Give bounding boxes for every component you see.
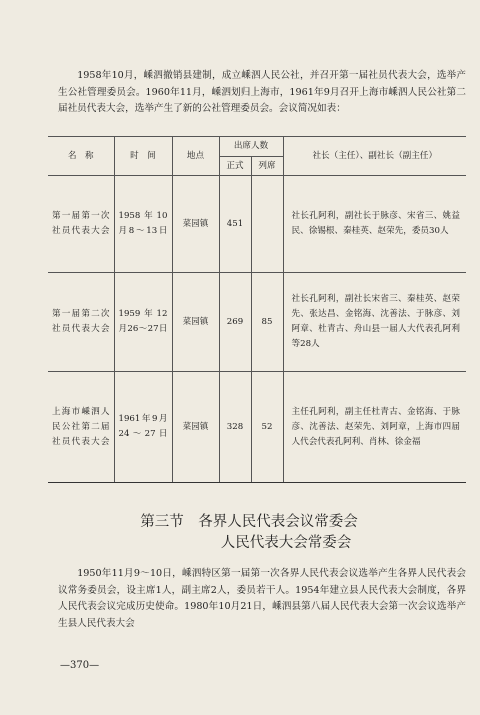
- body-paragraph: 1950年11月9～10日，嵊泗特区第一届第一次各界人民代表会议选举产生各界人民代表会议常务委员会，设主席1人，副主席2人，委员若干人。1954年建立县人民代表大会制度，各界人民代表会议完成历史使命。1980年10月21日，嵊泗县第八届人民代表大会第一次会议选举产生县人民代表大会: [58, 568, 466, 629]
- meeting-time: 1958年10月8～13日: [114, 176, 172, 273]
- meeting-summary-table: [48, 136, 466, 483]
- leaders-list: 社长孔阿利，副社长宋省三、秦桂英、赵荣先、张达昌、金铭海、沈善法、于脉彦、刘阿章、杜青古、舟山县一届人大代表孔阿利等28人: [283, 273, 466, 372]
- table-row: [48, 176, 466, 273]
- meeting-time: 1961年9月24～27日: [114, 372, 172, 483]
- section-heading-line-1: 第三节 各界人民代表会议常委会: [140, 514, 358, 530]
- formal-count: 328: [219, 372, 251, 483]
- leaders-list: 社长孔阿利，副社长于脉彦、宋省三、姚益民、徐锡根、秦桂英、赵荣先，委员30人: [283, 176, 466, 273]
- observer-count: 52: [251, 372, 283, 483]
- meeting-place: 菜园镇: [172, 176, 219, 273]
- table-row: [48, 372, 466, 483]
- formal-count: 269: [219, 273, 251, 372]
- section-heading: [0, 512, 480, 554]
- header-place: 地点: [172, 137, 219, 176]
- leaders-list: 主任孔阿利，副主任杜青古、金铭海、于脉彦、沈善法、赵荣先、刘阿章，上海市四届人代会代表孔阿利、肖林、徐金福: [283, 372, 466, 483]
- meeting-name: 上海市嵊泗人民公社第二届社员代表大会: [48, 372, 114, 483]
- meeting-time: 1959年12月26～27日: [114, 273, 172, 372]
- meeting-name: 第一届第一次社员代表大会: [48, 176, 114, 273]
- intro-paragraph: 1958年10月，嵊泗撤销县建制，成立嵊泗人民公社，并召开第一届社员代表大会，选举产生公社管理委员会。1960年11月，嵊泗划归上海市，1961年9月召开上海市嵊泗人民公社第二届社员代表大会，选举产生了新的公社管理委员会。会议简况如表：: [58, 70, 466, 114]
- header-formal: 正式: [219, 157, 251, 176]
- header-time: 时 间: [114, 137, 172, 176]
- section-heading-line-2: 人民代表大会常委会: [220, 535, 352, 551]
- meeting-name: 第一届第二次社员代表大会: [48, 273, 114, 372]
- observer-count: 85: [251, 273, 283, 372]
- observer-count: [251, 176, 283, 273]
- header-leaders: 社长（主任）、副社长（副主任）: [283, 137, 466, 176]
- header-observer: 列席: [251, 157, 283, 176]
- page-number: —370—: [60, 660, 100, 671]
- header-name: 名 称: [48, 137, 114, 176]
- meeting-place: 菜园镇: [172, 372, 219, 483]
- meeting-place: 菜园镇: [172, 273, 219, 372]
- header-attendance: 出席人数: [219, 137, 283, 157]
- table-row: [48, 273, 466, 372]
- formal-count: 451: [219, 176, 251, 273]
